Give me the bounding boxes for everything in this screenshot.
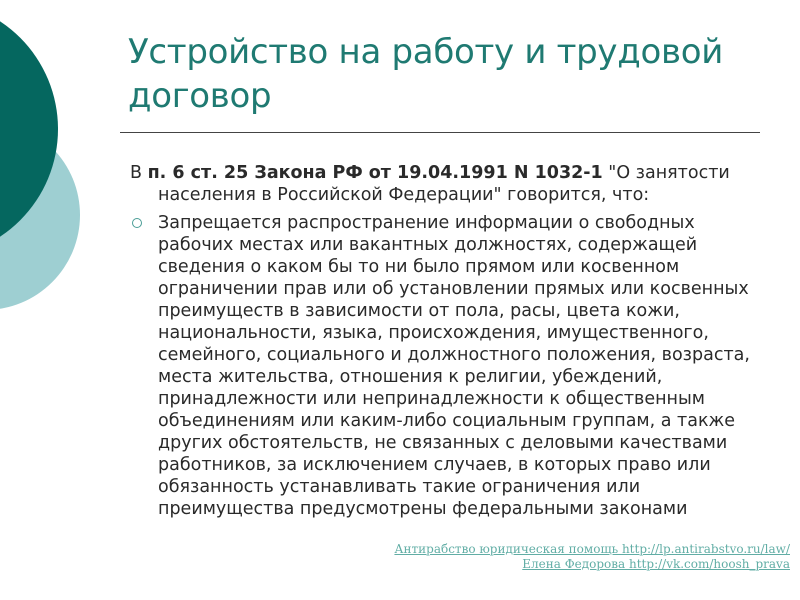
intro-suffix: "О занятости населения в Российской Федерации" говорится, что: xyxy=(158,163,730,205)
intro-paragraph xyxy=(130,162,770,206)
list-item xyxy=(130,212,770,520)
watermark xyxy=(380,542,790,572)
title-divider xyxy=(120,132,760,133)
watermark-line-1[interactable]: Антирабство юридическая помощь http://lp.antirabstvo.ru/law/ xyxy=(394,542,790,556)
hollow-circle-bullet-icon xyxy=(132,218,142,228)
slide-title: Устройство на работу и трудовой договор xyxy=(128,32,723,116)
bullet-text: Запрещается распространение информации о свободных рабочих местах или вакантных должностях, содержащей сведения о каком бы то ни было прямом или косвенном ограничении прав или об установлении прямых или косвенных преимуществ в зависимости от пола, расы, цвета кожи, национальности, языка, происхождения, имущественного, семейного, социального и должностного положения, возраста, места жительства, отношения к религии, убеждений, принадлежности или непринадлежности к общественным объединениям или каким-либо социальным группам, а также других обстоятельств, не связанных с деловыми качествами работников, за исключением случаев, в которых право или обязанность устанавливать такие ограничения или преимущества предусмотрены федеральными законами xyxy=(158,213,750,519)
intro-prefix: В xyxy=(130,163,148,183)
watermark-line-2[interactable]: Елена Федорова http://vk.com/hoosh_prava xyxy=(522,557,790,571)
slide-body xyxy=(130,162,770,520)
law-reference: п. 6 ст. 25 Закона РФ от 19.04.1991 N 1032-1 xyxy=(147,163,603,183)
